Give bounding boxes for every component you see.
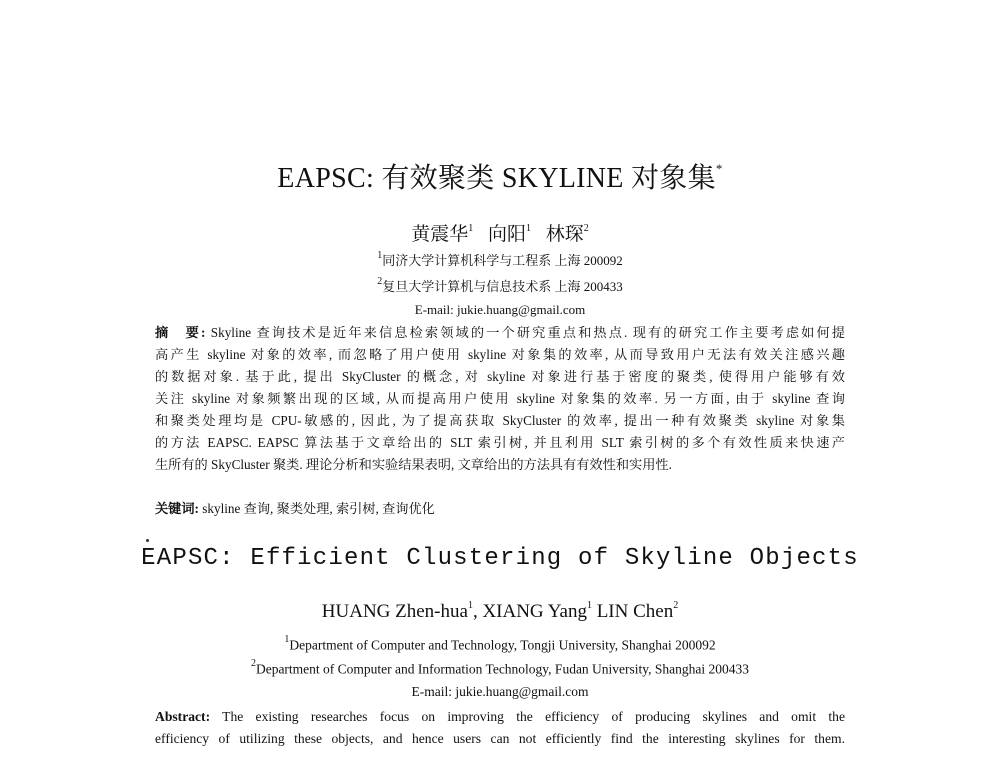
english-email: E-mail: jukie.huang@gmail.com [411,684,589,699]
abstract-line: Abstract: The existing researches focus on improving the efficiency of producing skylines and omit the [155,709,845,724]
author-affiliation-mark: 2 [673,599,679,611]
affiliation-mark: 2 [250,658,256,669]
affiliation-mark: 2 [377,275,383,287]
english-abstract [155,706,845,750]
author-name: 林琛 [545,224,584,245]
chinese-authors [0,219,1000,246]
author-affiliation-mark: 1 [526,222,531,234]
chinese-abstract [155,322,845,476]
affiliation-text: 同济大学计算机科学与工程系 上海 200092 [382,253,623,268]
author-name: XIANG Yang [482,601,587,622]
abstract-line: 的数据对象. 基于此, 提出 SkyCluster 的概念, 对 skyline 对象进行基于密度的聚类, 使得用户能够有效 [155,369,845,384]
abstract-line: 摘 要: Skyline 查询技术是近年来信息检索领域的一个研究重点和热点. 现有的研究工作主要考虑如何提 [155,325,845,340]
author-affiliation-mark: 2 [583,222,589,234]
abstract-line: 高产生 skyline 对象的效率, 而忽略了用户使用 skyline 对象集的效率, 从而导致用户无法有效关注感兴趣 [155,347,845,362]
abstract-label: Abstract: [155,709,211,724]
abstract-line: 的方法 EAPSC. EAPSC 算法基于文章给出的 SLT 索引树, 并且利用 SLT 索引树的多个有效性质来快速产 [155,435,845,450]
chinese-title-text: EAPSC: 有效聚类 SKYLINE 对象集 [277,163,716,194]
affiliation-mark: 1 [377,249,383,261]
english-affiliation-2 [0,660,1000,678]
author-affiliation-mark: 1 [586,599,592,611]
author-name: 黄震华 [411,224,469,245]
keywords-text: skyline 查询, 聚类处理, 索引树, 查询优化 [198,501,435,516]
affiliation-text: 复旦大学计算机与信息技术系 上海 200433 [382,279,623,294]
abstract-line: 生所有的 SkyCluster 聚类. 理论分析和实验结果表明, 文章给出的方法具有有效性和实用性. [155,457,672,472]
author-affiliation-mark: 1 [468,222,474,234]
chinese-affiliation-1 [0,250,1000,269]
scan-speck [146,539,149,542]
abstract-line: 关注 skyline 对象频繁出现的区域, 从而提高用户使用 skyline 对象集的效率. 另一方面, 由于 skyline 查询 [155,391,845,406]
keywords-label: 关键词: [155,501,199,516]
affiliation-text: Department of Computer and Information Technology, Fudan University, Shanghai 200433 [255,661,750,677]
chinese-keywords [155,498,435,517]
author-name: HUANG Zhen-hua [321,601,468,622]
english-title: EAPSC: Efficient Clustering of Skyline Objects [141,545,859,572]
affiliation-mark: 1 [284,634,290,645]
affiliation-text: Department of Computer and Technology, Tongji University, Shanghai 200092 [289,637,716,653]
chinese-email: E-mail: jukie.huang@gmail.com [414,302,586,317]
author-affiliation-mark: 1 [467,599,473,611]
title-footnote-mark: * [715,160,723,176]
abstract-line: efficiency of utilizing these objects, and hence users can not efficiently find the interesting skylines for them. [155,731,845,746]
author-name: LIN Chen [596,601,674,622]
author-name: 向阳 [487,224,526,245]
english-authors: HUANG Zhen-hua$^1$, XIANG Yang$^1$ LIN Chen$^2$ [321,599,679,622]
abstract-label: 摘 要: [155,325,206,340]
chinese-affiliation-2 [0,276,1000,295]
english-affiliation-1 [0,636,1000,654]
abstract-line: 和聚类处理均是 CPU-敏感的, 因此, 为了提高获取 SkyCluster 的效率, 提出一种有效聚类 skyline 对象集 [155,413,845,428]
chinese-title [0,156,1000,196]
